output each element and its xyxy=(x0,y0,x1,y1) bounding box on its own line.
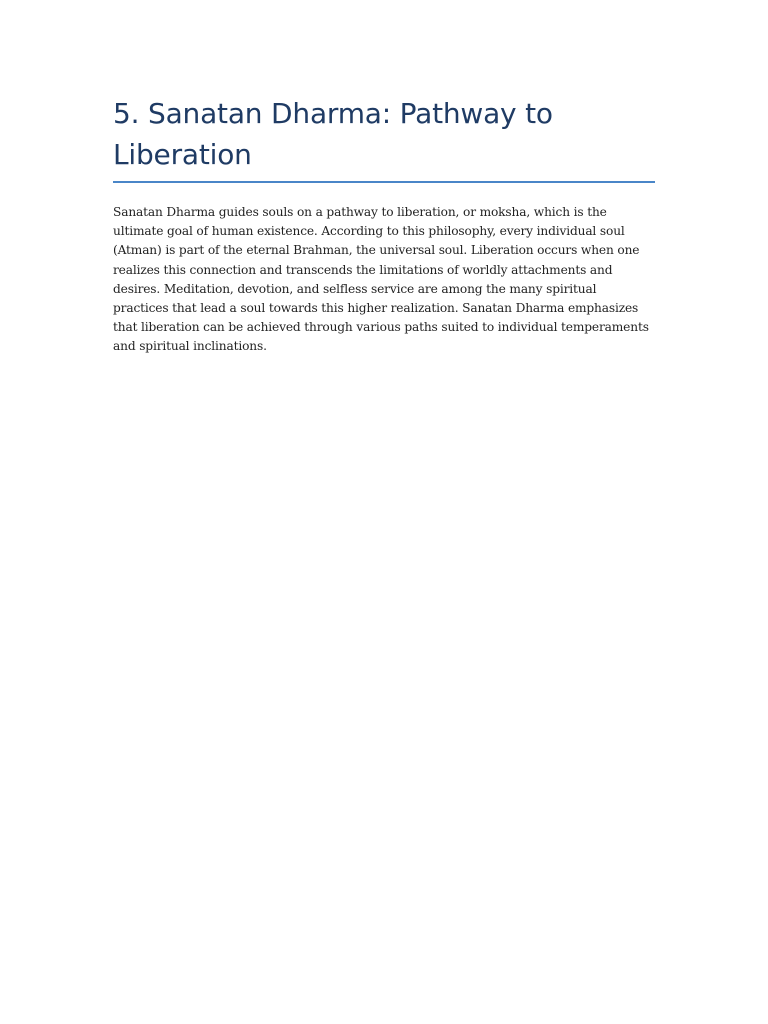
section-heading: 5. Sanatan Dharma: Pathway to Liberation xyxy=(113,97,553,171)
heading-underline xyxy=(113,181,655,183)
body-paragraph: Sanatan Dharma guides souls on a pathway to liberation, or moksha, which is the ultimate goal of human existence. According to this philosophy, every individual soul (Atman) is part of the eternal Brahman, the universal soul. Liberation occurs when one realizes this connection and transcends the limitations of worldly attachments and desires. Meditation, devotion, and selfless service are among the many spiritual practices that lead a soul towards this higher realization. Sanatan Dharma emphasizes that liberation can be achieved through various paths suited to individual temperaments and spiritual inclinations. xyxy=(113,205,649,354)
document-content xyxy=(113,93,655,357)
